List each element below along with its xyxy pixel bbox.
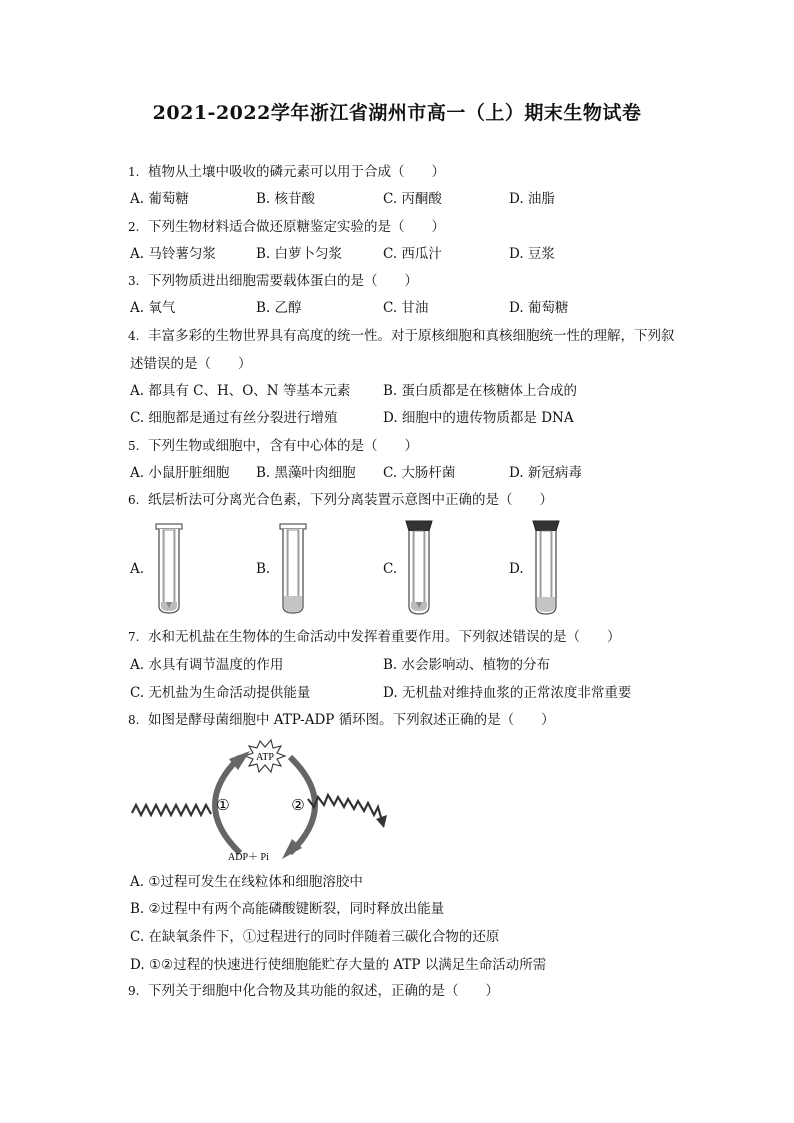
q1-option-a: A. 葡萄糖	[130, 191, 189, 207]
question-4	[128, 327, 675, 345]
q7-option-b: B. 水会影响动、植物的分布	[383, 657, 551, 673]
q5-option-a: A. 小鼠肝脏细胞	[130, 465, 230, 481]
q-stem: 下列生物材料适合做还原糖鉴定实验的是（ ）	[148, 219, 445, 235]
q8-option-a: A. ①过程可发生在线粒体和细胞溶胶中	[130, 874, 363, 890]
q1-option-c: C. 丙酮酸	[383, 191, 442, 207]
q-number: 7.	[128, 630, 140, 644]
q-stem: 植物从土壤中吸收的磷元素可以用于合成（ ）	[148, 164, 445, 180]
page-title: 2021-2022学年浙江省湖州市高一（上）期末生物试卷	[152, 102, 642, 124]
q-stem: 下列物质进出细胞需要载体蛋白的是（ ）	[148, 273, 418, 289]
q-stem: 丰富多彩的生物世界具有高度的统一性。对于原核细胞和真核细胞统一性的理解，下列叙	[148, 328, 675, 344]
step-1-label: ①	[216, 796, 230, 814]
q-number: 1.	[128, 165, 140, 179]
step-2-label: ②	[291, 796, 305, 814]
q4-option-d: D. 细胞中的遗传物质都是 DNA	[383, 410, 574, 426]
atp-label: ATP	[256, 752, 274, 763]
q4-option-c: C. 细胞都是通过有丝分裂进行增殖	[130, 410, 338, 426]
q7-option-d: D. 无机盐对维持血浆的正常浓度非常重要	[383, 685, 632, 701]
q6-option-d: D.	[509, 561, 524, 577]
q5-option-b: B. 黑藻叶肉细胞	[256, 465, 356, 481]
q6-option-a: A.	[130, 561, 145, 577]
question-4-continued: 述错误的是（ ）	[130, 356, 252, 372]
q3-option-d: D. 葡萄糖	[509, 300, 569, 316]
q4-option-a: A. 都具有 C、H、O、N 等基本元素	[130, 383, 351, 399]
q2-option-a: A. 马铃薯匀浆	[130, 246, 216, 262]
q1-option-b: B. 核苷酸	[256, 191, 316, 207]
q-number: 4.	[128, 329, 140, 343]
q8-option-b: B. ②过程中有两个高能磷酸键断裂，同时释放出能量	[130, 901, 445, 917]
question-3	[128, 272, 418, 290]
q-stem: 水和无机盐在生物体的生命活动中发挥着重要作用。下列叙述错误的是（ ）	[148, 629, 621, 645]
q-stem: 纸层析法可分离光合色素，下列分离装置示意图中正确的是（ ）	[148, 492, 553, 508]
question-5	[128, 437, 418, 455]
q-stem: 如图是酵母菌细胞中 ATP-ADP 循环图。下列叙述正确的是（ ）	[148, 712, 555, 728]
q2-option-c: C. 西瓜汁	[383, 246, 442, 262]
energy-input-zigzag	[132, 805, 211, 815]
question-7	[128, 628, 621, 646]
q5-option-c: C. 大肠杆菌	[383, 465, 456, 481]
question-6	[128, 491, 553, 509]
q-number: 8.	[128, 713, 140, 727]
question-9	[128, 982, 499, 1000]
q7-option-c: C. 无机盐为生命活动提供能量	[130, 685, 311, 701]
question-1	[128, 163, 445, 181]
test-tube-c	[403, 518, 435, 618]
q-number: 2.	[128, 220, 140, 234]
test-tube-d	[530, 518, 562, 618]
adp-label: ADP＋ Pi	[228, 852, 269, 863]
q-number: 3.	[128, 274, 140, 288]
q8-option-d: D. ①②过程的快速进行使细胞能贮存大量的 ATP 以满足生命活动所需	[130, 957, 547, 973]
q3-option-b: B. 乙醇	[256, 300, 302, 316]
q2-option-b: B. 白萝卜匀浆	[256, 246, 343, 262]
q-number: 6.	[128, 493, 140, 507]
q5-option-d: D. 新冠病毒	[509, 465, 582, 481]
q2-option-d: D. 豆浆	[509, 246, 555, 262]
energy-output-zigzag	[308, 795, 382, 821]
q1-option-d: D. 油脂	[509, 191, 555, 207]
q3-option-a: A. 氧气	[130, 300, 176, 316]
q-stem: 下列关于细胞中化合物及其功能的叙述，正确的是（ ）	[148, 983, 499, 999]
atp-adp-cycle-diagram	[128, 735, 393, 865]
q8-option-c: C. 在缺氧条件下，①过程进行的同时伴随着三碳化合物的还原	[130, 929, 500, 945]
q-number: 9.	[128, 984, 140, 998]
q4-option-b: B. 蛋白质都是在核糖体上合成的	[383, 383, 578, 399]
q-stem: 下列生物或细胞中，含有中心体的是（ ）	[148, 438, 418, 454]
q3-option-c: C. 甘油	[383, 300, 429, 316]
question-8	[128, 711, 555, 729]
test-tube-a	[154, 522, 184, 616]
q-number: 5.	[128, 439, 140, 453]
q6-option-c: C.	[383, 561, 398, 577]
test-tube-b	[278, 522, 308, 616]
question-2	[128, 218, 445, 236]
q7-option-a: A. 水具有调节温度的作用	[130, 657, 284, 673]
q6-option-b: B.	[256, 561, 271, 577]
